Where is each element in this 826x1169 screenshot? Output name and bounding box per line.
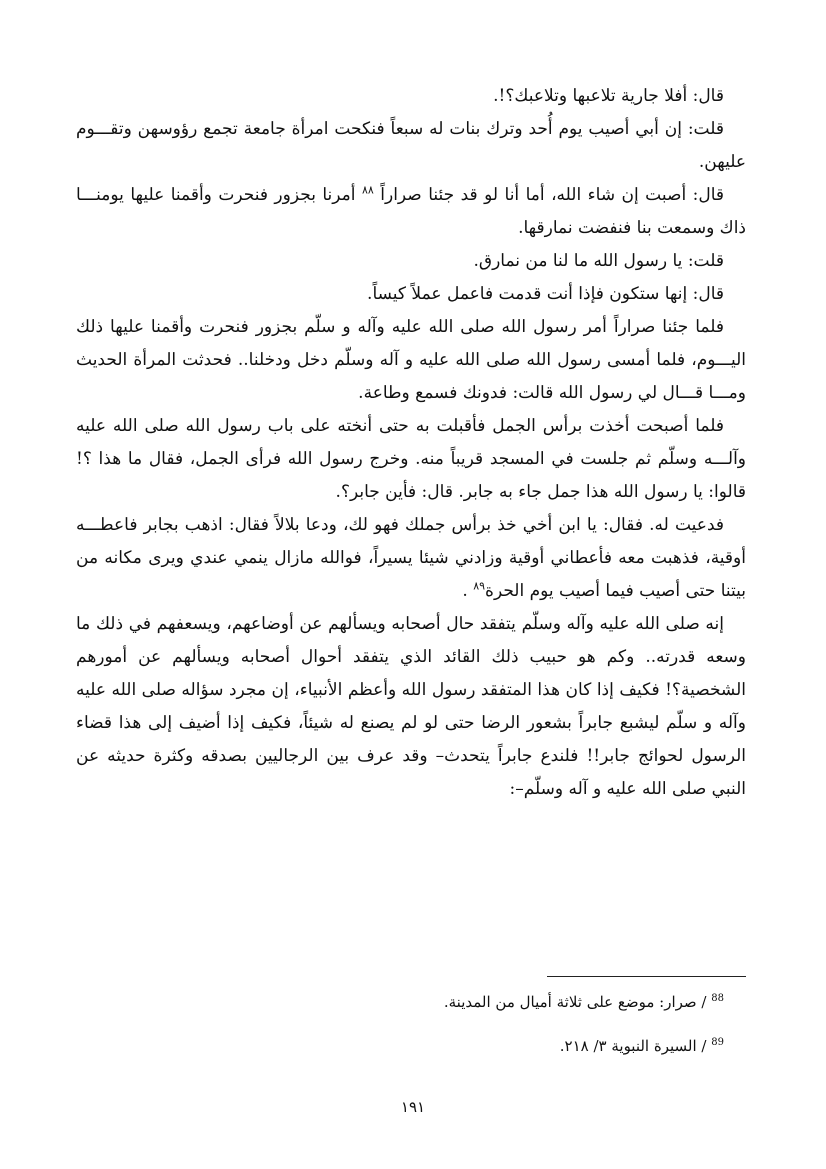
footnote-separator	[547, 976, 746, 977]
paragraph	[76, 509, 746, 608]
paragraph: قال: أفلا جارية تلاعبها وتلاعبك؟!.	[493, 86, 724, 106]
footnote	[76, 1034, 746, 1058]
page-number: ١٩١	[400, 1098, 426, 1116]
paragraph: قلت: يا رسول الله ما لنا من نمارق.	[473, 251, 724, 271]
paragraph-text: .	[462, 581, 468, 601]
paragraph-text: قال: أصبت إن شاء الله، أما أنا لو قد جئنا صراراً	[380, 185, 725, 205]
footnote-reference[interactable]: ٨٨	[361, 183, 374, 197]
footnote-text: / السيرة النبوية ٣/ ٢١٨.	[559, 1037, 707, 1055]
paragraph: قلت: إن أبي أصيب يوم أُحد وترك بنات له سبعاً فنكحت امرأة جامعة تجمع رؤوسهن وتقـــوم عليهن.	[76, 119, 746, 172]
footnote-text: / صرار: موضع على ثلاثة أميال من المدينة.	[443, 993, 707, 1011]
footnote	[76, 990, 746, 1014]
paragraph-text: أمرنا بجزور فنحرت وأقمنا عليها يومنـــا ذاك وسمعت بنا فنفضت نمارقها.	[76, 185, 746, 238]
footnote-number: 88	[711, 993, 724, 1004]
paragraph: إنه صلى الله عليه وآله وسلّم يتفقد حال أصحابه ويسألهم عن أوضاعهم، ويسعفهم في ذلك ما وسعه قدرته.. وكم هو حبيب ذلك القائد الذي يتفقد أحوال أصحابه ويسألهم عن أمورهم الشخصية؟! فكيف إذا كان هذا المتفقد رسول الله وأعظم الأنبياء، إن مجرد سؤاله صلى الله عليه وآله و سلّم ليشبع جابراً بشعور الرضا حتى لو لم يصنع له شيئاً، فكيف إذا أضيف إلى هذا قضاء الرسول لحوائج جابر!! فلندع جابراً يتحدث– وقد عرف بين الرجاليين بصدقه وكثرة حديثه عن النبي صلى الله عليه و آله وسلّم–:	[76, 614, 746, 799]
paragraph: فلما أصبحت أخذت برأس الجمل فأقبلت به حتى أنخته على باب رسول الله صلى الله عليه وآلـــه وسلّم ثم جلست في المسجد قريباً منه. وخرج رسول الله فرأى الجمل، فقال ما هذا ؟! قالوا: يا رسول الله هذا جمل جاء به جابر. قال: فأين جابر؟.	[76, 416, 746, 502]
footnotes	[76, 990, 746, 1078]
page-body	[76, 80, 746, 806]
paragraph: قال: إنها ستكون فإذا أنت قدمت فاعمل عملاً كيساً.	[367, 284, 724, 304]
footnote-number: 89	[711, 1037, 724, 1048]
paragraph: فلما جئنا صراراً أمر رسول الله صلى الله عليه وآله و سلّم بجزور فنحرت وأقمنا عليها ذلك اليـــوم، فلما أمسى رسول الله صلى الله عليه و آله وسلّم دخل ودخلنا.. فحدثت المرأة الحديث ومـــا قـــال لي رسول الله قالت: فدونك فسمع وطاعة.	[76, 317, 746, 403]
footnote-reference[interactable]: ٨٩	[473, 579, 486, 593]
paragraph	[76, 179, 746, 245]
paragraph-text: فدعيت له. فقال: يا ابن أخي خذ برأس جملك فهو لك، ودعا بلالاً فقال: اذهب بجابر فاعطـــه أوقية، فذهبت معه فأعطاني أوقية وزادني شيئا يسيراً، فوالله مازال ينمي عندي ويرى مكانه من بيتنا حتى أصيب فيما أصيب يوم الحرة	[76, 515, 746, 601]
